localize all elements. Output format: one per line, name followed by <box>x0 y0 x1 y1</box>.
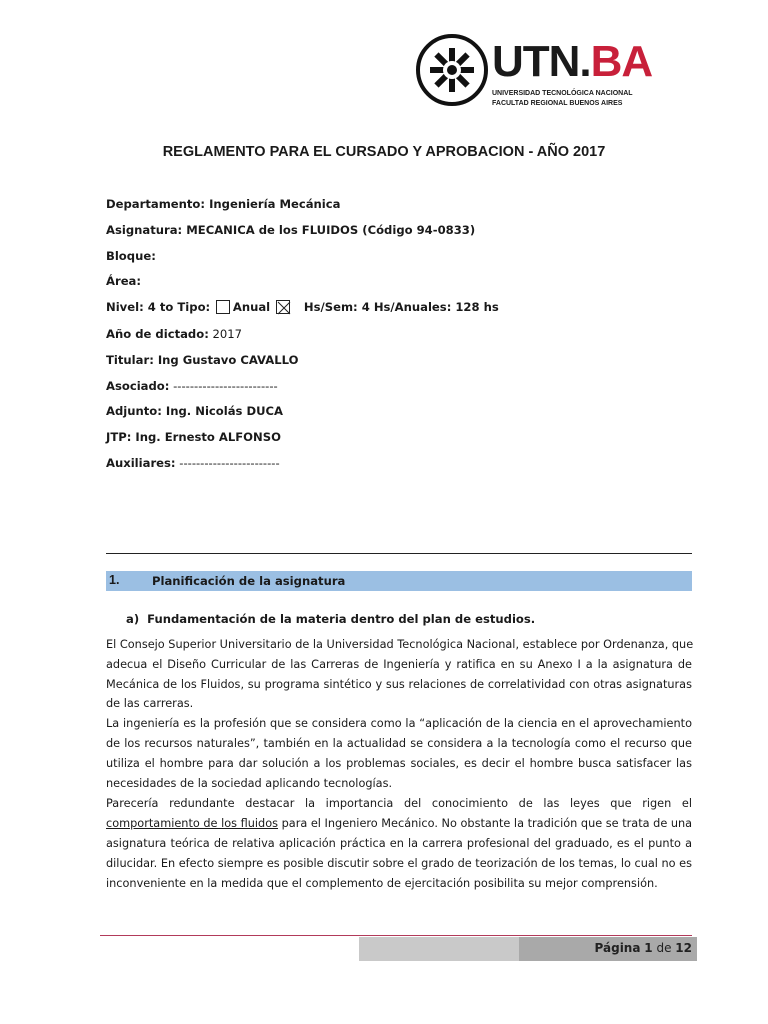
section-number: 1. <box>109 573 120 587</box>
paragraph-line: de las carreras. <box>106 697 194 710</box>
page-indicator: Página 1 de 12 <box>594 941 692 955</box>
tipo-empty-checkbox <box>216 300 230 314</box>
paragraph-line: comportamiento de los fluidos para el Ingeniero Mecánico. No obstante la tradición que se trata de una <box>106 817 693 830</box>
paragraph-line: utiliza el hombre para dar solución a los problemas sociales, es decir el hombre busca satisfacer las <box>106 757 692 770</box>
paragraph-line: El Consejo Superior Universitario de la Universidad Tecnológica Nacional, establece por Ordenanza, que <box>106 638 694 651</box>
footer-rule <box>100 935 692 936</box>
field-jtp: JTP: Ing. Ernesto ALFONSO <box>106 430 281 444</box>
paragraph-line: Parecería redundante destacar la importancia del conocimiento de las leyes que rigen el <box>106 797 692 810</box>
field-departamento: Departamento: Ingeniería Mecánica <box>106 197 341 211</box>
field-asignatura: Asignatura: MECANICA de los FLUIDOS (Código 94-0833) <box>106 223 476 237</box>
field-area: Área: <box>106 274 142 288</box>
section-divider <box>106 553 692 554</box>
section-title: Planificación de la asignatura <box>152 574 346 588</box>
field-nivel-tipo: Nivel: 4 to Tipo: Anual Hs/Sem: 4 Hs/Anuales: 128 hs <box>106 300 499 314</box>
paragraph-line: asignatura teórica de relativa aplicación práctica en la carrera profesional del graduado, es el punto a <box>106 837 692 850</box>
field-anio-dictado: Año de dictado: 2017 <box>106 327 243 341</box>
field-auxiliares: Auxiliares: ------------------------ <box>106 456 280 470</box>
section-heading <box>106 571 692 591</box>
field-bloque: Bloque: <box>106 249 156 263</box>
subsection-heading: a) Fundamentación de la materia dentro del plan de estudios. <box>126 612 536 626</box>
logo-wordmark: UTN.BA <box>492 37 653 86</box>
utn-emblem-icon <box>416 34 488 106</box>
paragraph-line: La ingeniería es la profesión que se considera como la “aplicación de la ciencia en el aprovechamiento <box>106 717 692 730</box>
field-asociado: Asociado: ------------------------- <box>106 379 278 393</box>
field-titular: Titular: Ing Gustavo CAVALLO <box>106 353 299 367</box>
anual-checked-checkbox <box>276 300 290 314</box>
paragraph-line: de los recursos naturales”, también en la actualidad se considera a la tecnología como el recurso que <box>106 737 692 750</box>
paragraph-line: inconveniente en la medida que el complemento de ejercitación posibilita su mejor comprensión. <box>106 877 658 890</box>
document-title: REGLAMENTO PARA EL CURSADO Y APROBACION - AÑO 2017 <box>162 144 606 160</box>
paragraph-line: adecua el Diseño Curricular de las Carreras de Ingeniería y ratifica en su Anexo I a la asignatura de <box>106 658 692 671</box>
paragraph-line: dilucidar. En efecto siempre es posible discutir sobre el grado de teorización de los temas, lo cual no es <box>106 857 693 870</box>
footer-band-light <box>359 937 519 961</box>
underlined-phrase: comportamiento de los fluidos <box>106 817 279 830</box>
logo-faculty-name: FACULTAD REGIONAL BUENOS AIRES <box>492 100 623 107</box>
logo-university-name: UNIVERSIDAD TECNOLÓGICA NACIONAL <box>492 90 633 97</box>
field-adjunto: Adjunto: Ing. Nicolás DUCA <box>106 404 284 418</box>
paragraph-line: Mecánica de los Fluidos, su programa sintético y sus relaciones de correlatividad con otras asignaturas <box>106 678 692 691</box>
utn-ba-logo <box>416 34 656 114</box>
paragraph-line: necesidades de la sociedad aplicando tecnologías. <box>106 777 393 790</box>
